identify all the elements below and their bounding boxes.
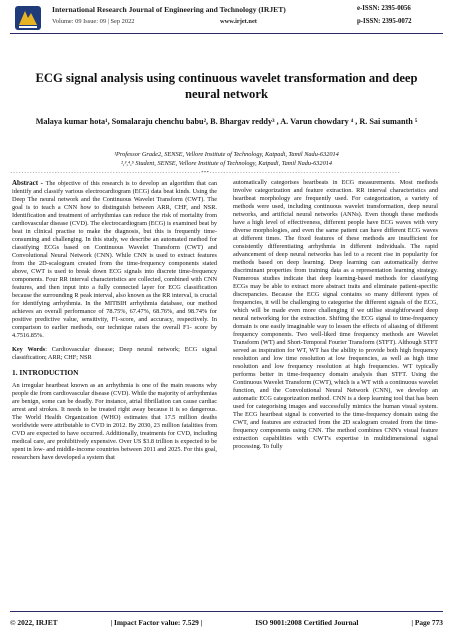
abstract bbox=[12, 179, 217, 340]
page-number: | Page 773 bbox=[411, 618, 443, 627]
journal-website[interactable]: www.irjet.net bbox=[220, 18, 257, 25]
author-list: Malaya kumar hota¹, Somalaraju chenchu babu², B. Bhargav reddy³ , A. Varun chowdary ⁴ , R. Sai sumanth ⁵ bbox=[35, 117, 418, 126]
keywords bbox=[12, 346, 217, 362]
affiliation-1: ¹Professor Grade2, SENSE, Vellore Institute of Technology, Katpadi, Tamil Nadu-632014 bbox=[114, 151, 339, 158]
footer-divider bbox=[10, 611, 443, 612]
section-separator: ---------------------------------------------------------------------***--------------------------------------------------------------------- bbox=[10, 171, 400, 176]
right-column bbox=[233, 179, 438, 451]
introduction-text: An irregular heartbeat known as an arrhythmia is one of the main reasons why people die from cardiovascular disease (CVD). While the majority of arrhythmias are benign, some can be deadly. For instance, atrial fibrillation can cause cardiac arrest and strokes. It needs to be treated right away because it is so dangerous. The World Health Organization (WHO) estimates that 17.5 million deaths worldwide were attributable to CVD in 2012. By 2030, 23 million fatalities from CVD are expected to have occurred. Additionally, treatments for CVD, including medical care, are prohibitively expensive. Over US $3.8 trillion is expected to be spent in low- and middle-income countries between 2011 and 2025. For this goal, researchers have developed a system that bbox=[12, 382, 217, 461]
impact-factor: | Impact Factor value: 7.529 | bbox=[110, 618, 203, 627]
irjet-logo bbox=[14, 5, 42, 31]
right-column-text: automatically categorises heartbeats in ECG measurements. Most methods involve categorization and feature extraction. RR interval characteristics and heartbeat morphology are frequently used. For categorization, a variety of methods were used, including continuous wavelet transformation, deep neural networks, and artificial neural networks (ANNs). Even though these methods have a high level of effectiveness, different people have ECG waves with very diverse morphologies, and even the same patient can have different ECG waves at different times. The fixed features of these methods are insufficient for consistently differentiating arrhythmia in different individuals. The rapid advancement of deep neural networks has led to a recent rise in popularity for methods based on deep learning. Deep learning can automatically derive discriminant properties from training data as a representation learning strategy. Numerous studies indicate that deep learning-based methods for classifying ECGs may be able to extract more abstract traits and eliminate patient-specific discrepancies. Because the ECG signal contains so many different types of frequencies, it will be challenging to categorise the different signals of the ECG, which will be made even more challenging if we utilise straightforward deep neural networking for the extraction. Shifting the ECG signal to time-frequency domain is one easily imaginable way to lessen the effects of aliasing of different frequency components. Two well-liked time frequency methods are Wavelet Transform (WT) and Short-Temporal Fourier Transform (STFT). Although STFT served as inspiration for WT, WT has the ability to provide both high frequency resolution and low time resolution at low frequencies, as well as high time resolution and low frequency resolution at high frequencies. WT typically performs better in time-frequency domain analysis than STFT. Using the Continuous Wavelet Transform (CWT), which is a WT with a continuous wavelet function, and the Convolutional Neural Network (CNN), we develop an automatic ECG categorization method. CNN is a deep learning tool that has been used for categorising images and successfully mimics the human visual system. The ECG heartbeat signal is converted to the time-frequency domain using the CWT, and features are extracted from the 2D scalogram created from the time-frequency components using CNN. The method combines CNN's visual feature extraction capabilities with CWT's expertise in multidimensional signal processing. To fully bbox=[233, 179, 438, 450]
journal-header bbox=[0, 0, 453, 36]
introduction-heading: 1. INTRODUCTION bbox=[12, 368, 79, 377]
iso-certification: ISO 9001:2008 Certified Journal bbox=[255, 618, 359, 627]
left-column bbox=[12, 179, 217, 462]
journal-name: International Research Journal of Engineering and Technology (IRJET) bbox=[52, 5, 286, 14]
abstract-text: The objective of this research is to develop an algorithm that can identify and classify various electrocardiogram (ECG) data beat kinds. Using the Deep The neural network and the Continuous Wavelet Transform (CWT). The goal is to teach a CNN how to distinguish between ARR, CHF, and NSR. Identification and treatment of arrhythmias can reduce the risk of mortality from cardiovascular disease (CVD). The electrocardiogram (ECG) is examined beat by beat in clinical practise to make the diagnosis, but this is frequently time-consuming and challenging. In this study, we describe an automated method for classifying ECGs based on Continuous Wavelet Transform (CWT) and Convolutional Neural Network (CNN). While CNN is used to extract features from the 2D-scalogram created from the time-frequency components stated above, CWT is used to break down ECG signals into discrete time-frequency components. Four RR interval characteristics are collected, combined with CNN features, and then input into a fully connected layer for ECG classification because the surrounding R peak interval, also known as the RR interval, is crucial for identifying arrhythmia. In the MITBIH arrhythmia database, our method achieves an overall performance of 78.75%, 67.47%, 68.76%, and 98.74% for positive predictive value, sensitivity, F1-score, and accuracy, respectively. In comparison to earlier methods, our technique raises the overall F1- score by 4.7516.85%. bbox=[12, 180, 217, 339]
header-divider bbox=[10, 33, 443, 34]
keywords-text: : Cardiovascular disease; Deep neural network; ECG signal classification; ARR; CHF; NSR bbox=[12, 346, 217, 361]
abstract-label: Abstract - bbox=[12, 179, 46, 187]
copyright: © 2022, IRJET bbox=[10, 618, 58, 627]
e-issn: e-ISSN: 2395-0056 bbox=[357, 5, 411, 12]
p-issn: p-ISSN: 2395-0072 bbox=[357, 18, 412, 25]
page-footer bbox=[10, 618, 443, 627]
keywords-label: Key Words bbox=[12, 346, 46, 353]
paper-title: ECG signal analysis using continuous wavelet transformation and deep neural network bbox=[35, 71, 418, 101]
volume-issue: Volume: 09 Issue: 09 | Sep 2022 bbox=[52, 18, 135, 25]
affiliation-2: ²,³,⁴,⁵ Student, SENSE, Vellore Institute of Technology, Katpadi, Tamil Nadu-632014 bbox=[120, 160, 333, 167]
